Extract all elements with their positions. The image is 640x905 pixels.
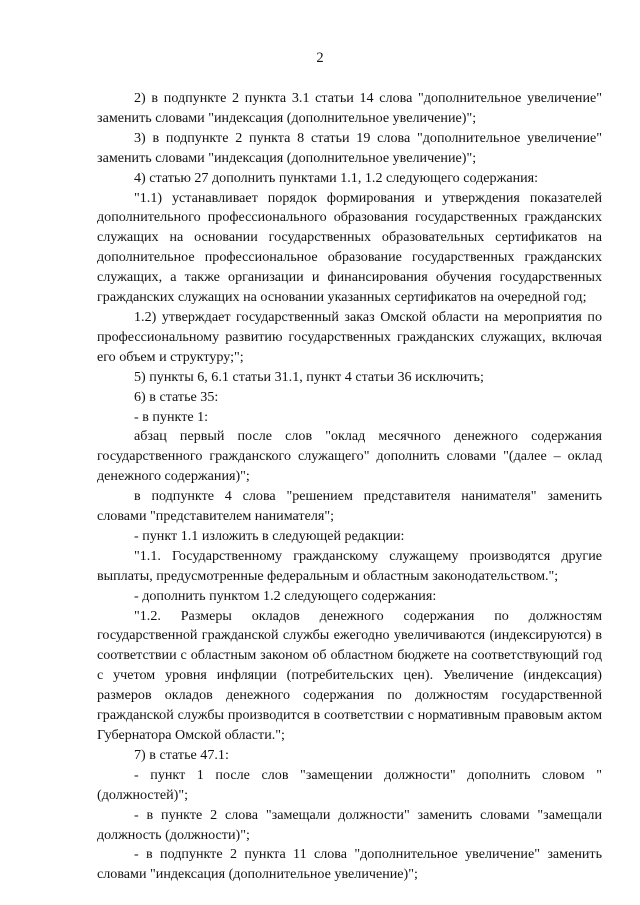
paragraph: - в подпункте 2 пункта 11 слова "дополнительное увеличение" заменить словами "индексация (дополнительное увеличение)";	[97, 846, 602, 883]
paragraph: - в пункте 1:	[134, 408, 209, 425]
paragraph: в подпункте 4 слова "решением представителя нанимателя" заменить словами "представителем нанимателя";	[97, 488, 602, 525]
paragraph: абзац первый после слов "оклад месячного денежного содержания государственного гражданского служащего" дополнить словами "(далее – оклад денежного содержания)";	[97, 428, 602, 485]
paragraph: "1.1. Государственному гражданскому служащему производятся другие выплаты, предусмотренные федеральным и областным законодательством.";	[97, 547, 602, 584]
paragraph: "1.1) устанавливает порядок формирования и утверждения показателей дополнительного профессионального образования государственных гражданских служащих на основании государственных образовательных сертификатов на дополнительное профессиональное образование государственных гражданских служащих, а также организации и финансирования обучения государственных гражданских служащих на основании указанных сертификатов на очередной год;	[97, 189, 602, 306]
paragraph: "1.2. Размеры окладов денежного содержания по должностям государственной гражданской службы ежегодно увеличиваются (индексируются) в соответствии с областным законом об областном бюджете на соответствующий год с учетом уровня инфляции (потребительских цен). Увеличение (индексация) размеров окладов денежного содержания по должностям государственной гражданской службы производится в соответствии с нормативным правовым актом Губернатора Омской области.";	[97, 607, 602, 743]
paragraph: 7) в статье 47.1:	[134, 746, 229, 763]
paragraph: 3) в подпункте 2 пункта 8 статьи 19 слова "дополнительное увеличение" заменить словами "индексация (дополнительное увеличение)";	[97, 129, 602, 166]
page-number: 2	[316, 50, 324, 66]
document-body	[97, 89, 602, 885]
paragraph: - дополнить пунктом 1.2 следующего содержания:	[134, 587, 437, 604]
paragraph: 4) статью 27 дополнить пунктами 1.1, 1.2 следующего содержания:	[134, 169, 539, 186]
paragraph: 2) в подпункте 2 пункта 3.1 статьи 14 слова "дополнительное увеличение" заменить словами "индексация (дополнительное увеличение)";	[97, 90, 602, 126]
paragraph: - пункт 1 после слов "замещении должности" дополнить словом "(должностей)";	[97, 766, 602, 803]
paragraph: 5) пункты 6, 6.1 статьи 31.1, пункт 4 статьи 36 исключить;	[134, 368, 484, 385]
paragraph: - в пункте 2 слова "замещали должности" заменить словами "замещали должность (должности)";	[97, 806, 602, 843]
paragraph: 1.2) утверждает государственный заказ Омской области на мероприятия по профессиональному развитию государственных гражданских служащих, включая его объем и структуру;";	[97, 308, 602, 365]
paragraph: - пункт 1.1 изложить в следующей редакции:	[134, 527, 405, 544]
paragraph: 6) в статье 35:	[134, 388, 219, 405]
